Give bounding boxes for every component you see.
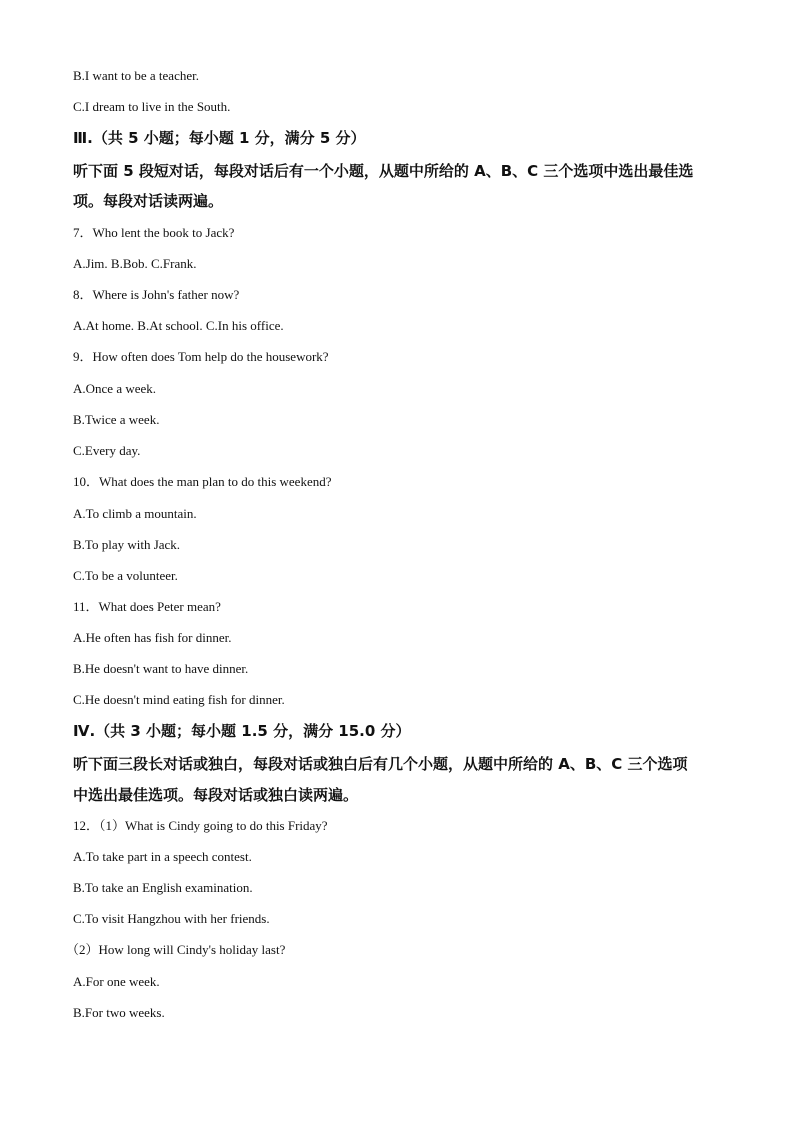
option-line: A.For one week. — [73, 974, 160, 989]
question-11: 11．What does Peter mean? — [73, 599, 221, 614]
option-line: C.To be a volunteer. — [73, 568, 178, 583]
question-12-part-1: 12．（1）What is Cindy going to do this Friday? — [73, 818, 328, 833]
option-line: A.To climb a mountain. — [73, 506, 197, 521]
option-line: C.To visit Hangzhou with her friends. — [73, 911, 270, 926]
option-line: B.Twice a week. — [73, 412, 160, 427]
question-9: 9．How often does Tom help do the housework? — [73, 349, 329, 364]
question-7-options: A.Jim. B.Bob. C.Frank. — [73, 256, 197, 271]
option-line: B.To take an English examination. — [73, 880, 253, 895]
section-3-title: Ⅲ.（共 5 小题；每小题 1 分，满分 5 分） — [73, 129, 366, 147]
option-line: B.I want to be a teacher. — [73, 68, 199, 83]
option-line: A.He often has fish for dinner. — [73, 630, 232, 645]
option-line: B.To play with Jack. — [73, 537, 181, 552]
option-line: B.For two weeks. — [73, 1005, 165, 1020]
option-line: B.He doesn't want to have dinner. — [73, 661, 249, 676]
option-line: C.I dream to live in the South. — [73, 99, 231, 114]
question-10: 10．What does the man plan to do this weekend? — [73, 474, 332, 489]
option-line: A.To take part in a speech contest. — [73, 849, 252, 864]
option-line: C.Every day. — [73, 443, 141, 458]
question-7: 7．Who lent the book to Jack? — [73, 225, 235, 240]
section-4-title: Ⅳ.（共 3 小题；每小题 1.5 分，满分 15.0 分） — [73, 722, 411, 740]
section-3-instruction: 听下面 5 段短对话，每段对话后有一个小题，从题中所给的 A、B、C 三个选项中选出最佳选 — [73, 162, 694, 180]
question-12-part-2: （2）How long will Cindy's holiday last? — [66, 942, 286, 957]
question-8: 8．Where is John's father now? — [73, 287, 240, 302]
section-4-instruction: 听下面三段长对话或独白，每段对话或独白后有几个小题，从题中所给的 A、B、C 三个选项 — [73, 755, 688, 773]
option-line: A.Once a week. — [73, 381, 157, 396]
question-8-options: A.At home. B.At school. C.In his office. — [73, 318, 284, 333]
section-4-instruction: 中选出最佳选项。每段对话或独白读两遍。 — [73, 786, 359, 804]
section-3-instruction: 项。每段对话读两遍。 — [73, 192, 224, 210]
option-line: C.He doesn't mind eating fish for dinner. — [73, 692, 285, 707]
